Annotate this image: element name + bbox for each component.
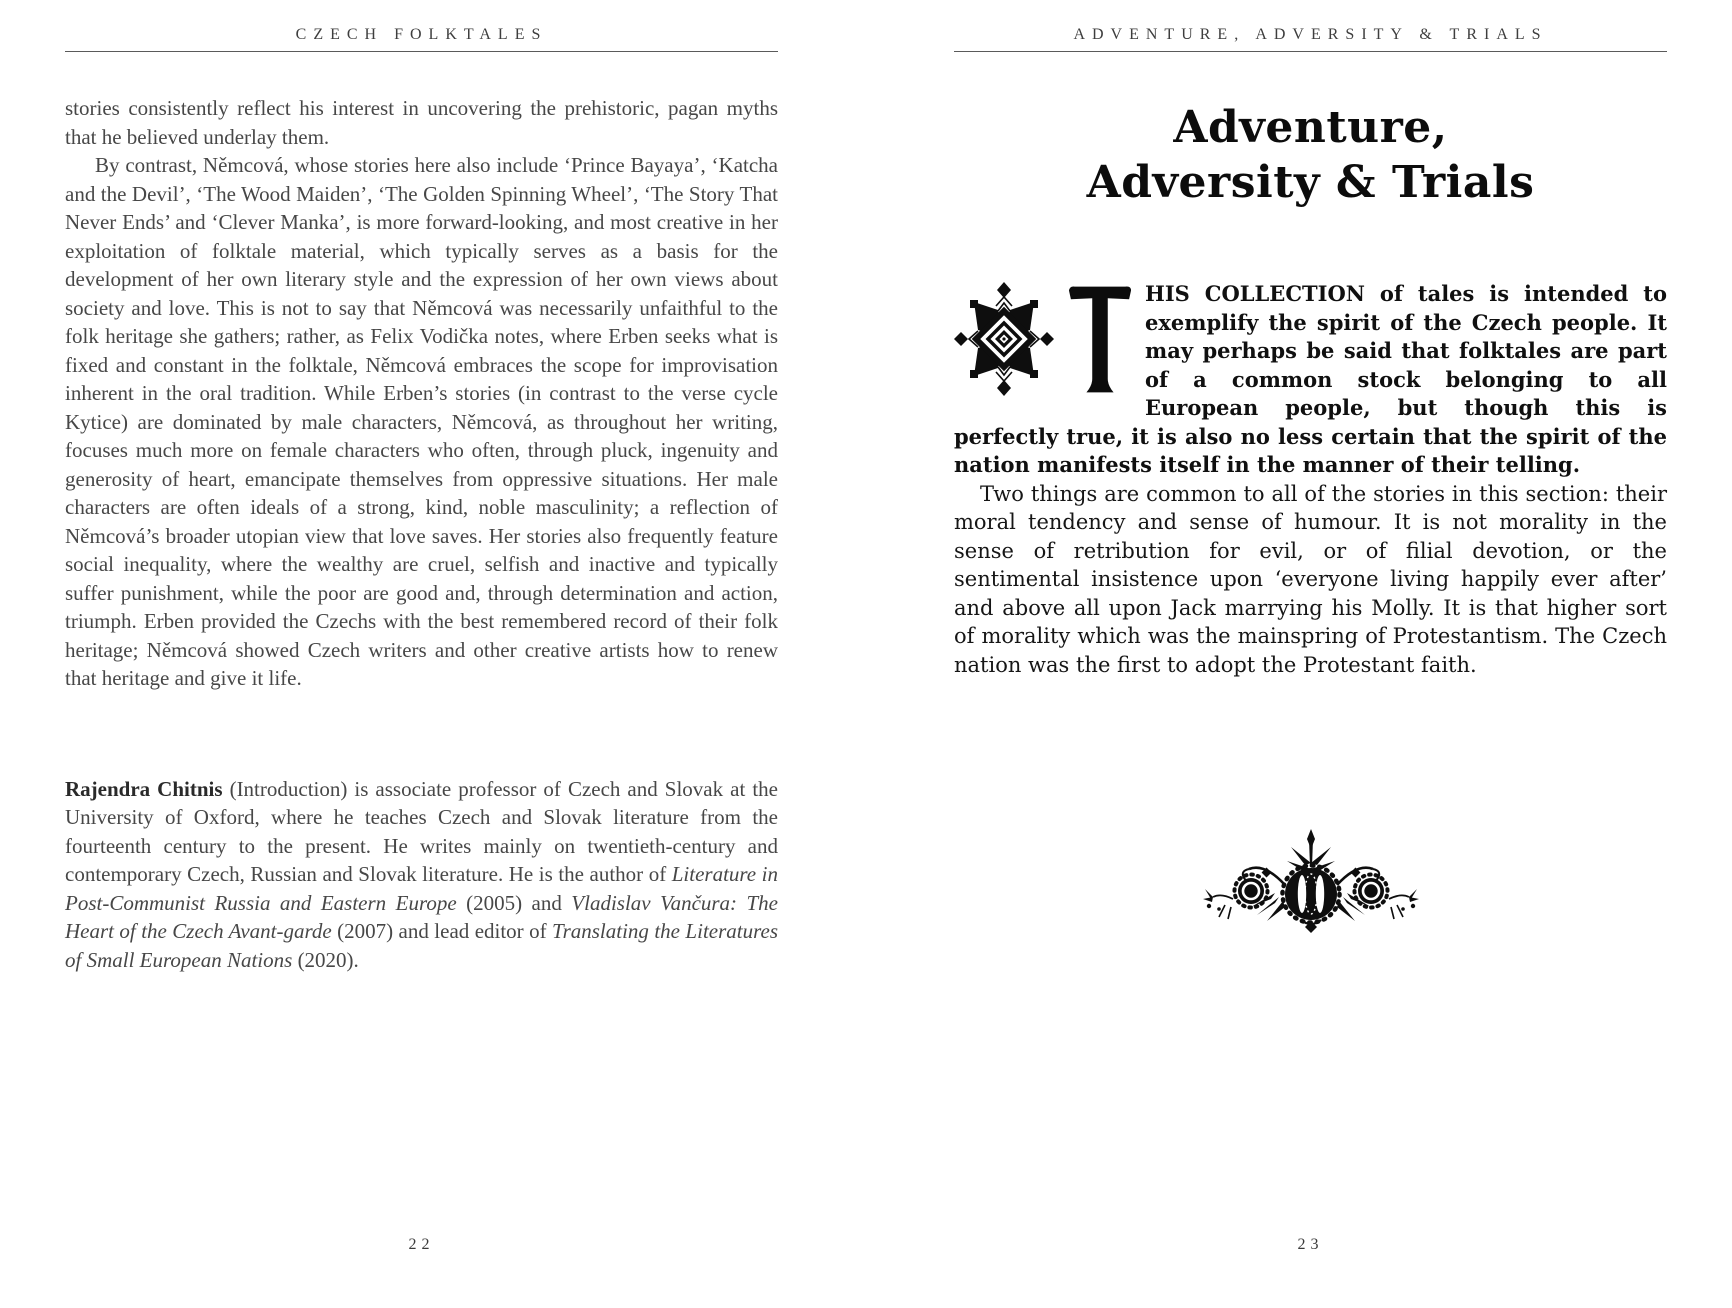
lead-paragraph: HIS COLLECTION of tales is intended to exemplify the spirit of the Czech people. It may perhaps be said that folktales are part of a common stock belonging to all European people, but though this is perfectly true, it is also no less certain that the spirit of the nation manifests itself in the manner of their telling. [954,281,1667,477]
right-page [954,0,1667,1308]
drop-cap-letter [1068,284,1132,396]
chapter-title-line: Adventure, [1173,102,1448,153]
left-body-text [65,94,778,693]
floral-tailpiece-icon [1199,827,1423,935]
folk-star-icon [954,282,1054,396]
running-head-right: ADVENTURE, ADVERSITY & TRIALS [1073,26,1548,43]
author-bio-paragraph: Rajendra Chitnis (Introduction) is associate professor of Czech and Slovak at the University of Oxford, where he teaches Czech and Slovak literature from the fourteenth century to the present. He writes mainly on twentieth-century and contemporary Czech, Russian and Slovak literature. He is the author of Literature in Post-Communist Russia and Eastern Europe (2005) and Vladislav Vančura: The Heart of the Czech Avant-garde (2007) and lead editor of Translating the Literatures of Small European Nations (2020). [65,776,778,972]
page-number-left: 22 [408,1236,435,1253]
chapter-body [954,280,1667,679]
body-paragraph: Two things are common to all of the stories in this section: their moral tendency and sense of humour. It is not morality in the sense of retribution for evil, or of filial devotion, or the sentimental insistence upon ‘everyone living happily ever after’ and above all upon Jack marrying his Molly. It is that higher sort of morality which was the mainspring of Protestantism. The Czech nation was the first to adopt the Protestant faith. [954,481,1667,677]
body-paragraph: stories consistently reflect his interest in uncovering the prehistoric, pagan myths that he believed underlay them. [65,96,778,149]
page-number-right: 23 [1297,1236,1324,1253]
running-head-left: CZECH FOLKTALES [295,26,548,43]
chapter-title-line: Adversity & Trials [1086,157,1535,208]
left-page [65,0,778,1308]
chapter-title [954,100,1667,210]
header-rule-right [954,51,1667,52]
header-rule-left [65,51,778,52]
tailpiece-container [954,827,1667,940]
body-paragraph: By contrast, Němcová, whose stories here also include ‘Prince Bayaya’, ‘Katcha and the Devil’, ‘The Wood Maiden’, ‘The Golden Spinning Wheel’, ‘The Story That Never Ends’ and ‘Clever Manka’, is more forward-looking, and most creative in her exploitation of folktale material, which typically serves as a basis for the development of her own literary style and the expression of her own views about society and love. This is not to say that Němcová was necessarily unfaithful to the folk heritage she gathers; rather, as Felix Vodička notes, where Erben seeks what is fixed and constant in the folktale, Němcová embraces the scope for improvisation inherent in the oral tradition. While Erben’s stories (in contrast to the verse cycle Kytice) are dominated by male characters, Němcová, as throughout her writing, focuses much more on female characters who often, through pluck, ingenuity and generosity of heart, emancipate themselves from oppressive situations. Her male characters are often ideals of a strong, kind, noble masculinity; a reflection of Němcová’s broader utopian view that love saves. Her stories also frequently feature social inequality, where the wealthy are cruel, selfish and inactive and typically suffer punishment, while the poor are good and, through determination and action, triumph. Erben provided the Czechs with the best remembered record of their folk heritage; Němcová showed Czech writers and other creative artists how to renew that heritage and give it life. [65,153,778,690]
